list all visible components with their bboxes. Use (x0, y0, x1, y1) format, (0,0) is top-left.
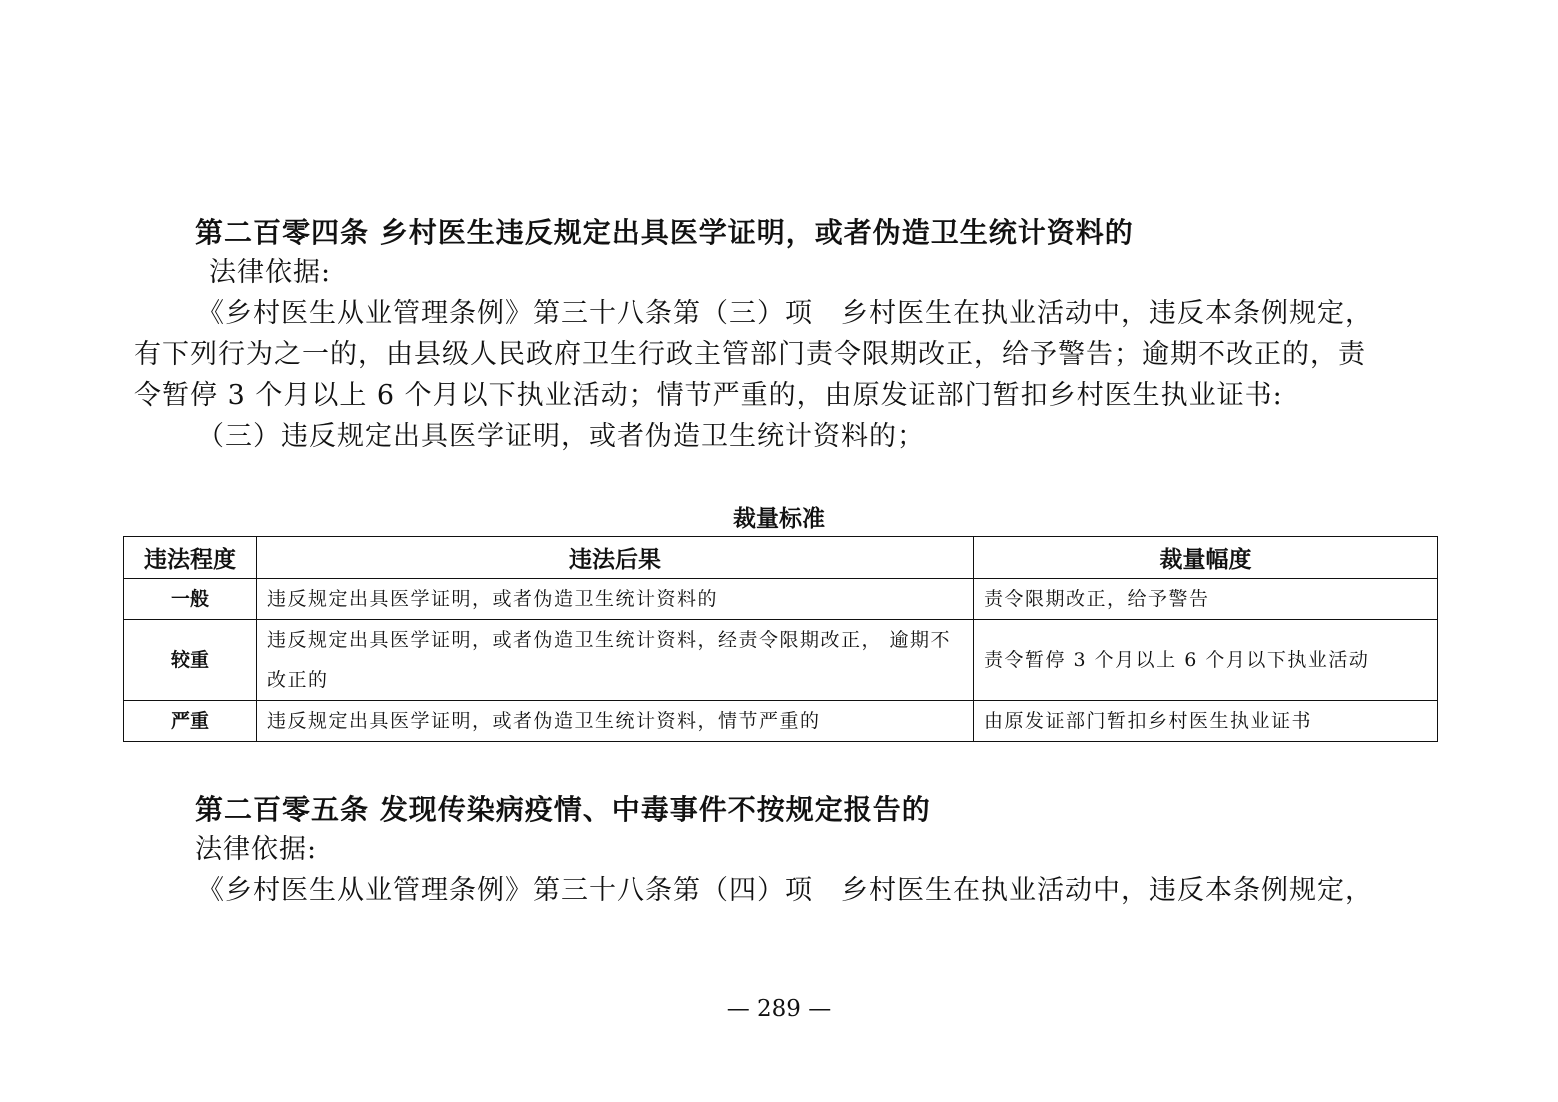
article-205-heading: 第二百零五条 发现传染病疫情、中毒事件不按规定报告的 (195, 793, 931, 826)
violation-consequence-cell: 违反规定出具医学证明，或者伪造卫生统计资料的 (257, 579, 974, 620)
discretion-range-cell: 责令限期改正，给予警告 (974, 579, 1438, 620)
violation-level-cell: 严重 (124, 701, 257, 742)
legal-basis-label-205: 法律依据: (195, 834, 318, 865)
legal-basis-line-2: 有下列行为之一的，由县级人民政府卫生行政主管部门责令限期改正，给予警告；逾期不改正的，责 (134, 339, 1366, 370)
table-row (124, 620, 1438, 701)
violation-consequence-cell: 违反规定出具医学证明，或者伪造卫生统计资料，情节严重的 (257, 701, 974, 742)
legal-basis-line-205: 《乡村医生从业管理条例》第三十八条第（四）项 乡村医生在执业活动中，违反本条例规定， (197, 875, 1373, 906)
header-discretion-range: 裁量幅度 (974, 537, 1438, 579)
violation-consequence-cell: 违反规定出具医学证明，或者伪造卫生统计资料，经责令限期改正， 逾期不改正的 (257, 620, 974, 701)
legal-basis-line-1: 《乡村医生从业管理条例》第三十八条第（三）项 乡村医生在执业活动中，违反本条例规定， (197, 298, 1373, 329)
header-violation-consequence: 违法后果 (257, 537, 974, 579)
article-204-heading: 第二百零四条 乡村医生违反规定出具医学证明，或者伪造卫生统计资料的 (195, 216, 1134, 249)
violation-level-cell: 较重 (124, 620, 257, 701)
table-row (124, 579, 1438, 620)
header-violation-level: 违法程度 (124, 537, 257, 579)
table-header-row (124, 537, 1438, 579)
discretion-range-cell: 由原发证部门暂扣乡村医生执业证书 (974, 701, 1438, 742)
page-number: — 289 — (726, 996, 832, 1022)
discretion-standard-table (123, 536, 1438, 742)
legal-basis-line-3: 令暂停 3 个月以上 6 个月以下执业活动；情节严重的，由原发证部门暂扣乡村医生执业证书: (134, 380, 1283, 411)
table-row (124, 701, 1438, 742)
table-title: 裁量标准 (733, 506, 825, 532)
legal-basis-line-4: （三）违反规定出具医学证明，或者伪造卫生统计资料的； (197, 421, 925, 452)
legal-basis-label: 法律依据: (209, 257, 332, 288)
discretion-range-cell: 责令暂停 3 个月以上 6 个月以下执业活动 (974, 620, 1438, 701)
violation-level-cell: 一般 (124, 579, 257, 620)
